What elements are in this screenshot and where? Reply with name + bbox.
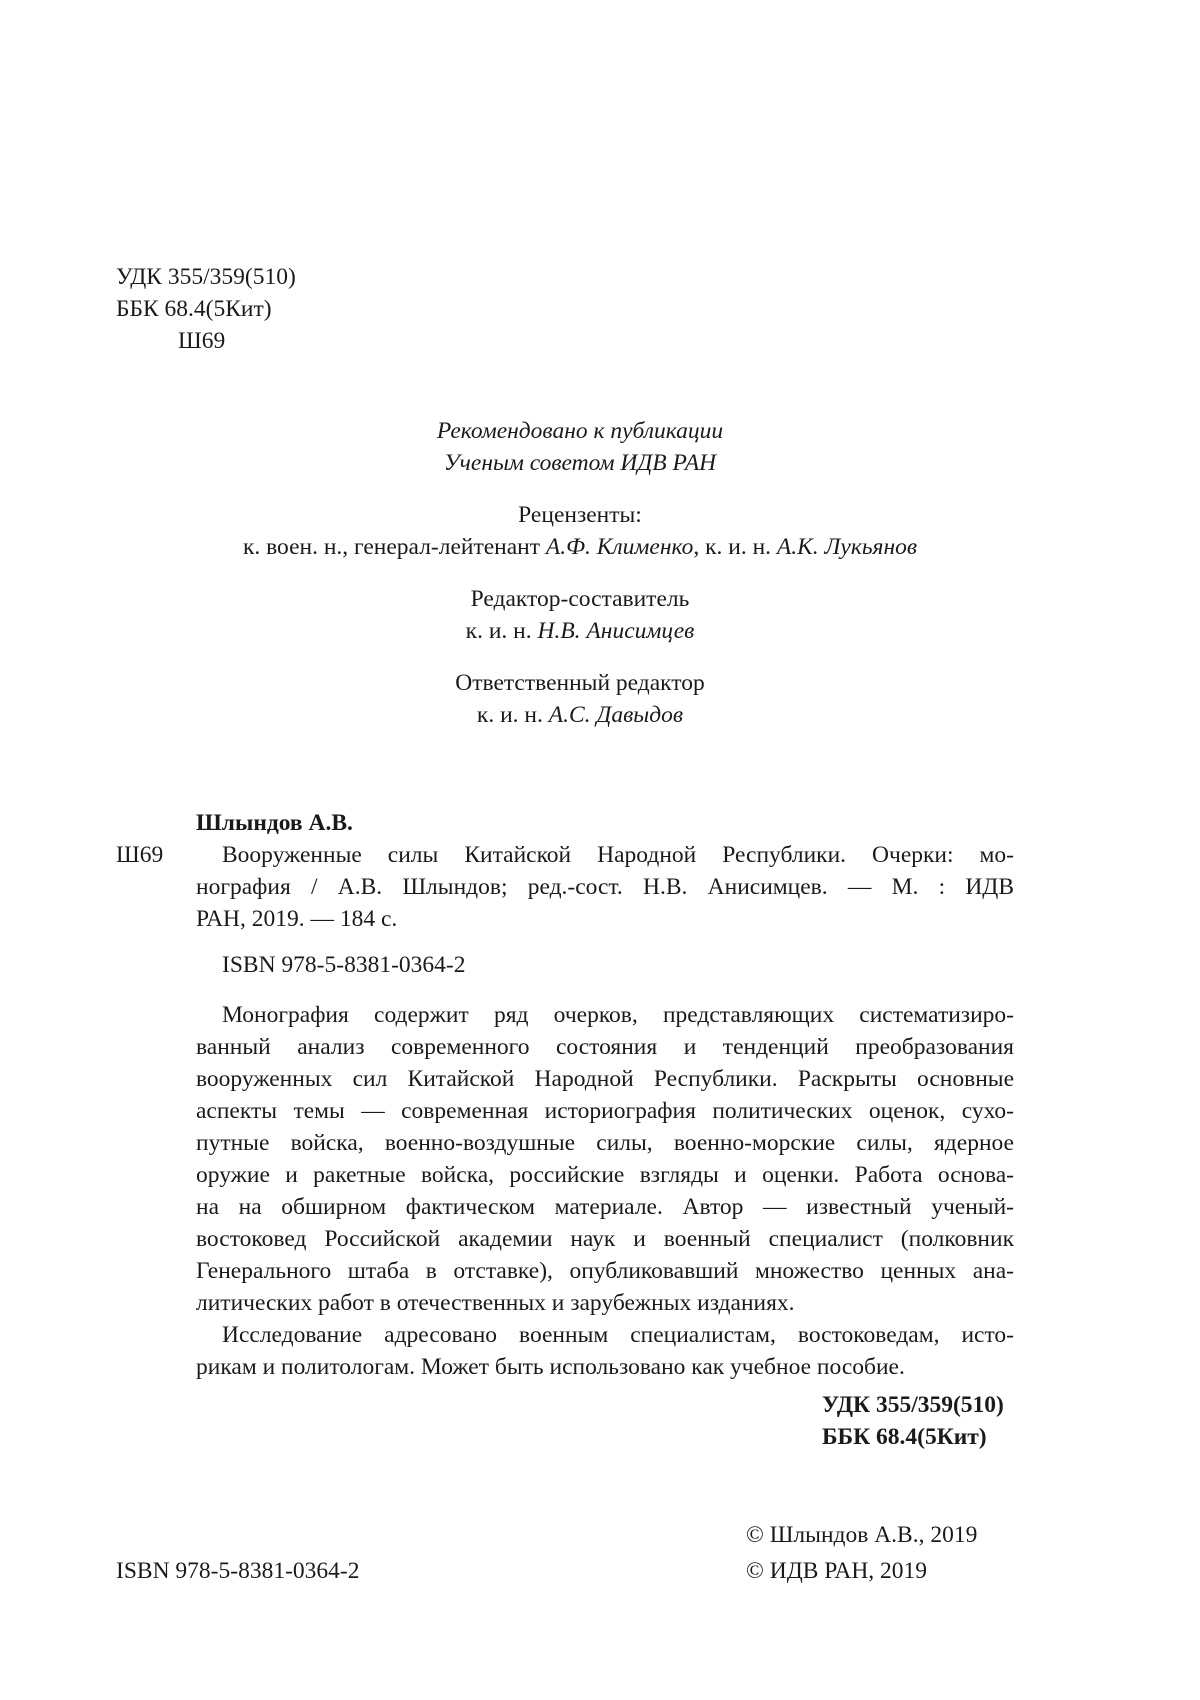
- bibliography-mark: Ш69: [116, 842, 164, 868]
- annotation-line: литических работ в отечественных и зарубежных изданиях.: [196, 1290, 795, 1316]
- annotation-para2-line: Исследование адресовано военным специалистам, востоковедам, исто-: [222, 1322, 1014, 1348]
- copyright-author: © Шлындов А.В., 2019: [746, 1522, 978, 1548]
- reviewer-1-prefix: к. воен. н., генерал-лейтенант: [242, 534, 546, 560]
- annotation-para2-line: рикам и политологам. Может быть использовано как учебное пособие.: [196, 1354, 905, 1380]
- compiler-heading: Редактор-составитель: [470, 586, 690, 612]
- compiler-line: [0, 616, 1160, 646]
- reviewers-line: [0, 532, 1160, 562]
- annotation-line: ванный анализ современного состояния и тенденций преобразования: [196, 1034, 1014, 1060]
- annotation-bbk: ББК 68.4(5Кит): [822, 1424, 987, 1450]
- author-mark: Ш69: [178, 328, 226, 354]
- annotation-line: путные войска, военно-воздушные силы, военно-морские силы, ядерное: [196, 1130, 1014, 1156]
- reviewer-separator: , к. и. н.: [693, 534, 777, 560]
- copyright-publisher: © ИДВ РАН, 2019: [746, 1558, 928, 1584]
- bibliography-line-3: РАН, 2019. — 184 с.: [196, 906, 398, 932]
- bibliography-line-2: нография / А.В. Шлындов; ред.-сост. Н.В. Анисимцев. — М. : ИДВ: [196, 874, 1014, 900]
- bbk-code: ББК 68.4(5Кит): [116, 296, 272, 322]
- bibliography-isbn: ISBN 978-5-8381-0364-2: [222, 952, 466, 978]
- annotation-line: оружие и ракетные войска, российские взгляды и оценки. Работа основа-: [196, 1162, 1014, 1188]
- compiler-name: Н.В. Анисимцев: [537, 618, 695, 644]
- annotation-line: на на обширном фактическом материале. Автор — известный ученый-: [196, 1194, 1014, 1220]
- editor-heading: Ответственный редактор: [455, 670, 705, 696]
- reviewers-heading: Рецензенты:: [518, 502, 642, 528]
- recommendation-line-2: Ученым советом ИДВ РАН: [443, 450, 717, 476]
- editor-line: [0, 700, 1160, 730]
- annotation-line: востоковед Российской академии наук и военный специалист (полковник: [196, 1226, 1014, 1252]
- footer-isbn: ISBN 978-5-8381-0364-2: [116, 1558, 360, 1584]
- annotation-line: аспекты темы — современная историография политических оценок, сухо-: [196, 1098, 1014, 1124]
- annotation-line: Монография содержит ряд очерков, представляющих систематизиро-: [222, 1002, 1014, 1028]
- udk-code: УДК 355/359(510): [116, 264, 296, 290]
- bibliography-author: Шлындов А.В.: [196, 810, 353, 836]
- editor-name: А.С. Давыдов: [548, 702, 684, 728]
- recommendation-line-1: Рекомендовано к публикации: [436, 418, 724, 444]
- reviewer-2-name: А.К. Лукьянов: [776, 534, 918, 560]
- annotation-line: Генерального штаба в отставке), опубликовавший множество ценных ана-: [196, 1258, 1014, 1284]
- bibliography-line-1: Вооруженные силы Китайской Народной Республики. Очерки: мо-: [222, 842, 1014, 868]
- editor-prefix: к. и. н.: [476, 702, 549, 728]
- annotation-line: вооруженных сил Китайской Народной Республики. Раскрыты основные: [196, 1066, 1014, 1092]
- compiler-prefix: к. и. н.: [465, 618, 538, 644]
- reviewer-1-name: А.Ф. Клименко: [545, 534, 694, 560]
- annotation-udk: УДК 355/359(510): [822, 1392, 1004, 1418]
